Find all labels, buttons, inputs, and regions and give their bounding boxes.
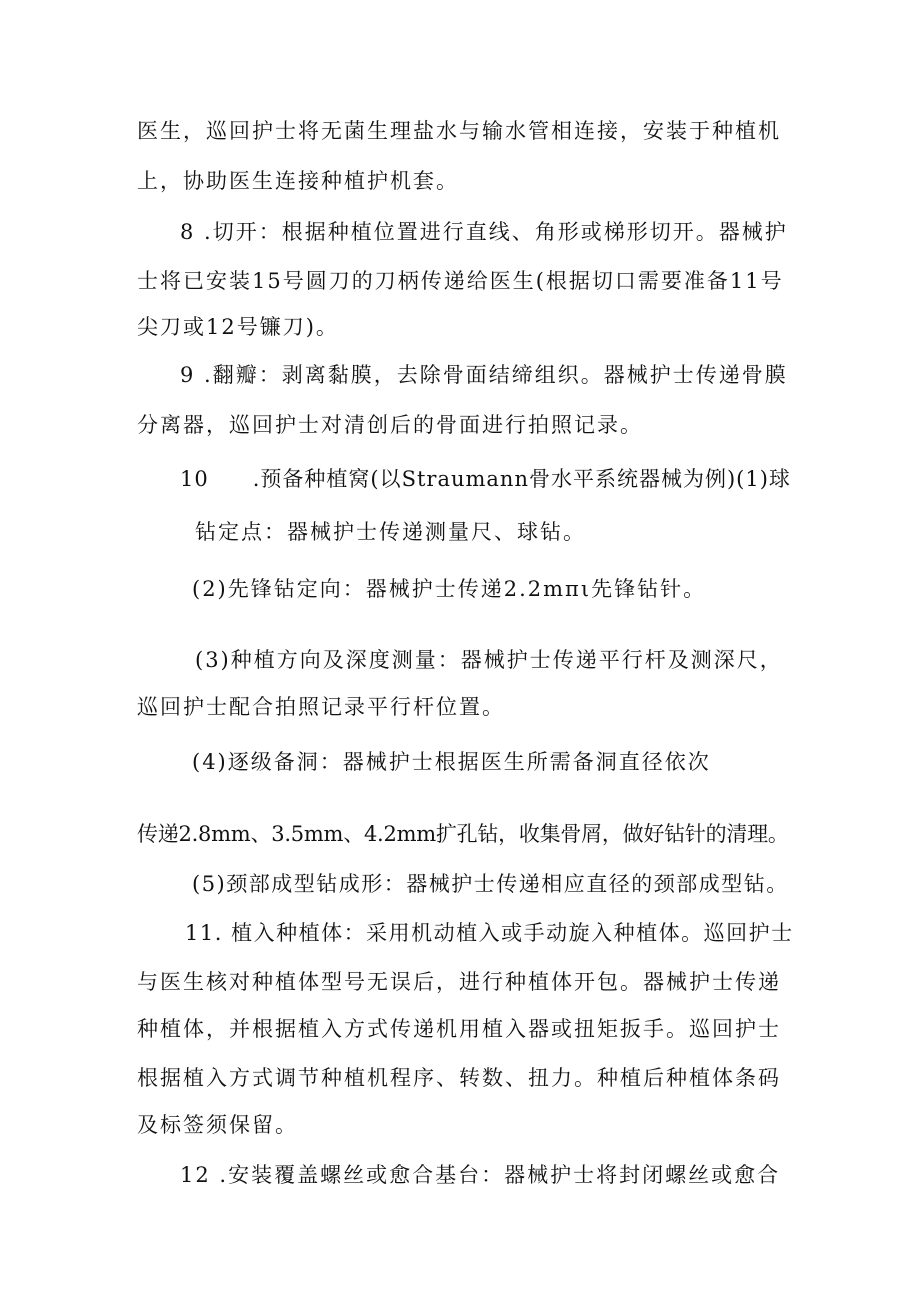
text-line: 医生，巡回护士将无菌生理盐水与输水管相连接，安装于种植机 [137,119,781,143]
text-line: (4)逐级备洞：器械护士根据医生所需备洞直径依次 [192,750,711,774]
text-line: 钻定点：器械护士传递测量尺、球钻。 [195,520,586,544]
text-line: 及标签须保留。 [137,1113,298,1137]
text-line: (5)颈部成型钻成形：器械护士传递相应直径的颈部成型钻。 [192,872,789,896]
text-line: 12 .安装覆盖螺丝或愈合基台：器械护士将封闭螺丝或愈合 [180,1163,781,1187]
text-line: 9 .翻瓣：剥离黏膜，去除骨面结缔组织。器械护士传递骨膜 [180,363,788,387]
text-line: 种植体，并根据植入方式传递机用植入器或扭矩扳手。巡回护士 [137,1017,781,1041]
text-line: 尖刀或12号镰刀)。 [137,315,339,339]
text-line: 根据植入方式调节种植机程序、转数、扭力。种植后种植体条码 [137,1066,781,1090]
text-line: 巡回护士配合拍照记录平行杆位置。 [137,695,505,719]
text-line: 与医生核对种植体型号无误后，进行种植体开包。器械护士传递 [137,970,781,994]
text-line: (3)种植方向及深度测量：器械护士传递平行杆及测深尺， [195,648,783,672]
text-line: 8 .切开：根据种植位置进行直线、角形或梯形切开。器械护 [180,220,788,244]
text-line: 11. 植入种植体：采用机动植入或手动旋入种植体。巡回护士 [185,921,794,945]
text-line: (2)先锋钻定向：器械护士传递2.2mπι先锋钻针。 [192,577,707,601]
text-line: 士将已安装15号圆刀的刀柄传递给医生(根据切口需要准备11号 [137,269,784,293]
text-line: 上，协助医生连接种植护机套。 [137,169,459,193]
text-line: 传递2.8mm、3.5mm、4.2mm扩孔钻，收集骨屑，做好钻针的清理。 [137,822,789,846]
text-line: 分离器，巡回护士对清创后的骨面进行拍照记录。 [137,413,643,437]
text-line: 10 .预备种植窝(以Straumann骨水平系统器械为例)(1)球 [180,467,791,491]
